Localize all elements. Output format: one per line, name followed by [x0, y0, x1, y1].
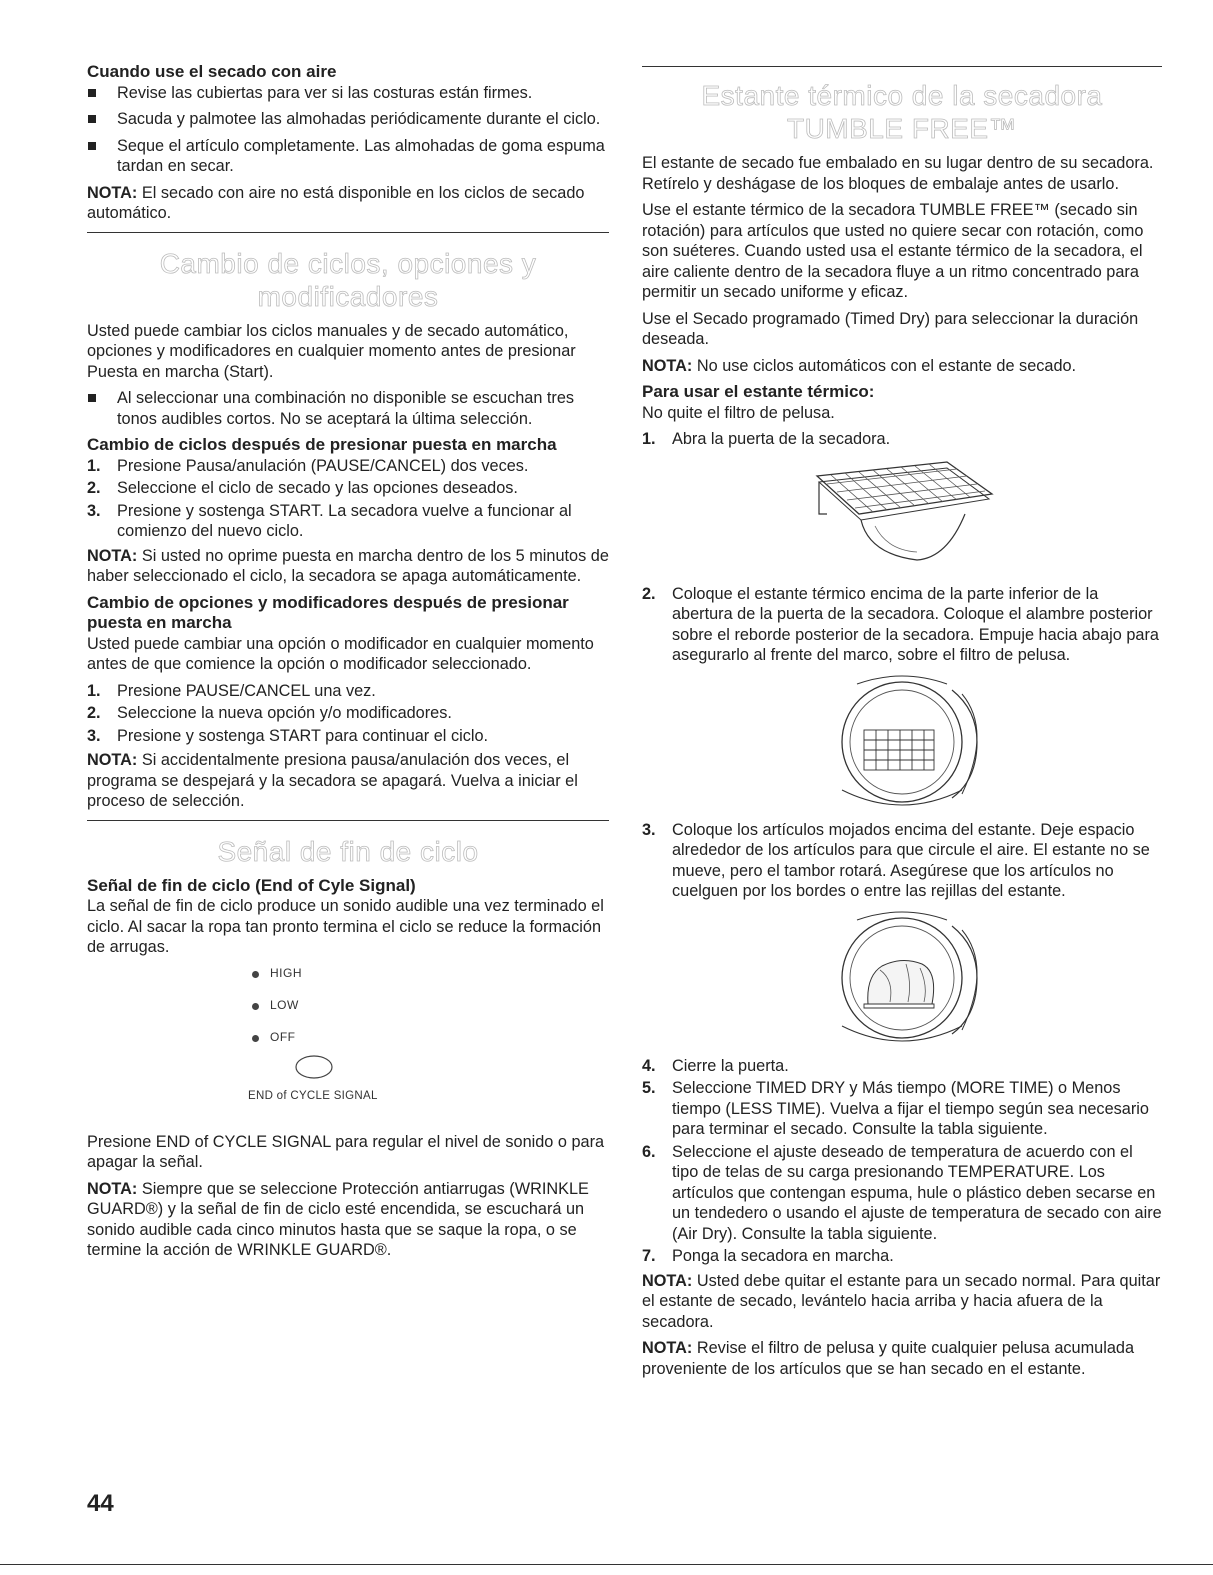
rack-steps-cont2: [642, 820, 1162, 902]
change-options-note: NOTA: Si accidentalmente presiona pausa/anulación dos veces, el programa se despejará y la secadora se apagará. Vuelva a iniciar el proceso de selección.: [87, 751, 578, 810]
indicator-dot-icon: [252, 971, 259, 978]
change-options-intro: Usted puede cambiar una opción o modificador en cualquier momento antes de que comience la opción o modificador seleccionado.: [87, 634, 594, 673]
signal-section-title: Señal de fin de ciclo: [217, 835, 479, 867]
rack-p1: El estante de secado fue embalado en su lugar dentro de su secadora. Retírelo y deshágase de los bloques de embalaje antes de usarlo.: [642, 154, 1154, 193]
change-bullets: [87, 388, 609, 429]
right-column: [642, 62, 1162, 1385]
level-off: OFF: [270, 1029, 296, 1044]
end-of-cycle-button-icon[interactable]: [294, 1054, 334, 1080]
rack-steps: [642, 429, 1162, 450]
section-divider: [87, 232, 609, 233]
footer-rule: [0, 1564, 1213, 1565]
change-cycles-note: NOTA: Si usted no oprime puesta en marcha dentro de los 5 minutos de haber seleccionado el ciclo, la secadora se apaga automáticamente.: [87, 546, 609, 585]
list-item: Sacuda y palmotee las almohadas periódicamente durante el ciclo.: [87, 109, 609, 130]
list-item: 6. Seleccione el ajuste deseado de temperatura de acuerdo con el tipo de telas de su carga presionando TEMPERATURE. Los artículos que contengan espuma, hule o plástico deben secarse en un tendedero o usando el ajuste de temperatura de secado con aire (Air Dry). Consulte la tabla siguiente.: [642, 1142, 1162, 1243]
indicator-dot-icon: [252, 1003, 259, 1010]
rack-note-3: NOTA: Revise el filtro de pelusa y quite cualquier pelusa acumulada proveniente de los artículos que se han secado en el estante.: [642, 1339, 1135, 1378]
bullet-square-icon: [88, 89, 96, 97]
air-dry-note: NOTA: El secado con aire no está disponible en los ciclos de secado automático.: [87, 183, 585, 222]
bullet-square-icon: [88, 394, 96, 402]
list-item: 3. Presione y sostenga START para continuar el ciclo.: [87, 726, 489, 745]
list-item: 3. Presione y sostenga START. La secadora vuelve a funcionar al comienzo del nuevo ciclo.: [87, 501, 572, 540]
end-of-cycle-signal-control: [248, 966, 448, 1118]
signal-heading: Señal de fin de ciclo (End of Cyle Signal): [87, 875, 416, 895]
list-item: Seque el artículo completamente. Las almohadas de goma espuma tardan en secar.: [87, 136, 609, 177]
level-high: HIGH: [270, 965, 302, 980]
signal-intro: La señal de fin de ciclo produce un sonido audible una vez terminado el ciclo. Al sacar la ropa tan pronto termina el ciclo se reduce la formación de arrugas.: [87, 897, 604, 956]
rack-steps-cont3: [642, 1056, 1162, 1267]
air-dry-heading: Cuando use el secado con aire: [87, 62, 337, 81]
rack-note-2: NOTA: Usted debe quitar el estante para un secado normal. Para quitar el estante de secado, levántelo hacia arriba y hacia afuera de la secadora.: [642, 1271, 1161, 1331]
rack-note-1: NOTA: No use ciclos automáticos con el estante de secado.: [642, 356, 1077, 375]
signal-note: NOTA: Siempre que se seleccione Protección antiarrugas (WRINKLE GUARD®) y la señal de fin de ciclo esté encendida, se escuchará un sonido audible cada cinco minutos hasta que se saque la ropa, o se termine la acción de WRINKLE GUARD®.: [87, 1179, 589, 1259]
section-divider: [642, 66, 1162, 67]
list-item: 1. Abra la puerta de la secadora.: [642, 430, 891, 448]
list-item: 2. Seleccione la nueva opción y/o modificadores.: [87, 704, 452, 722]
dryer-with-items-illustration: [802, 906, 1002, 1046]
rack-p2: Use el estante térmico de la secadora TUMBLE FREE™ (secado sin rotación) para artículos que usted no quiere secar con rotación, como son suéteres. Cuando usted usa el estante térmico de la secadora, el aire caliente dentro de la secadora fluye a un ritmo concentrado para permitir un secado uniforme y eficaz.: [642, 201, 1144, 301]
list-item: 1. Presione PAUSE/CANCEL una vez.: [87, 681, 376, 700]
change-intro: Usted puede cambiar los ciclos manuales y de secado automático, opciones y modificadores en cualquier momento antes de presionar Puesta en marcha (Start).: [87, 321, 576, 381]
list-item: 3. Coloque los artículos mojados encima del estante. Deje espacio alrededor de los artículos para que circule el aire. El estante no se mueve, pero el tambor rotará. Asegúrese que los artículos no cuelguen por los bordes o entre las rejillas del estante.: [642, 820, 1150, 900]
air-dry-bullets: [87, 83, 609, 177]
change-options-steps: [87, 681, 609, 747]
list-item: 2. Coloque el estante térmico encima de la parte inferior de la abertura de la puerta de la secadora. Coloque el alambre posterior sobre el reborde posterior de la secadora. Empuje hacia abajo para asegurarlo al frente del marco, sobre el filtro de pelusa.: [642, 584, 1159, 664]
signal-press: Presione END of CYCLE SIGNAL para regular el nivel de sonido o para apagar la señal.: [87, 1132, 605, 1171]
section-divider: [87, 820, 609, 821]
list-item: 4. Cierre la puerta.: [642, 1056, 789, 1075]
level-low: LOW: [270, 997, 299, 1012]
rack-p3: Use el Secado programado (Timed Dry) para seleccionar la duración deseada.: [642, 309, 1139, 348]
list-item: Al seleccionar una combinación no disponible se escuchan tres tonos audibles cortos. No se aceptará la última selección.: [87, 388, 609, 429]
bullet-square-icon: [88, 115, 96, 123]
list-item: 2. Seleccione el ciclo de secado y las opciones deseados.: [87, 479, 518, 497]
drying-rack-illustration: [797, 454, 1007, 574]
change-section-title: Cambio de ciclos, opciones y modificadores: [159, 247, 537, 312]
rack-steps-cont: [642, 584, 1162, 666]
end-of-cycle-button-label: END of CYCLE SIGNAL: [248, 1089, 378, 1102]
change-options-heading: Cambio de opciones y modificadores después de presionar puesta en marcha: [87, 592, 569, 632]
indicator-dot-icon: [252, 1035, 259, 1042]
rack-section-title: Estante térmico de la secadora TUMBLE FREE™: [701, 80, 1103, 144]
list-item: Revise las cubiertas para ver si las costuras están firmes.: [87, 83, 609, 104]
change-cycles-steps: [87, 456, 609, 542]
list-item: 5. Seleccione TIMED DRY y Más tiempo (MORE TIME) o Menos tiempo (LESS TIME). Vuelva a fijar el tiempo según sea necesario para terminar el secado. Consulte la tabla siguiente.: [642, 1079, 1149, 1138]
change-cycles-heading: Cambio de ciclos después de presionar puesta en marcha: [87, 435, 557, 454]
no-remove-filter: No quite el filtro de pelusa.: [642, 403, 835, 422]
list-item: 1. Presione Pausa/anulación (PAUSE/CANCEL) dos veces.: [87, 456, 529, 475]
page-number: 44: [87, 1490, 114, 1517]
use-rack-heading: Para usar el estante térmico:: [642, 382, 875, 401]
bullet-square-icon: [88, 142, 96, 150]
dryer-with-rack-illustration: [802, 670, 1002, 810]
left-column: [87, 62, 609, 1267]
list-item: 7. Ponga la secadora en marcha.: [642, 1247, 894, 1265]
